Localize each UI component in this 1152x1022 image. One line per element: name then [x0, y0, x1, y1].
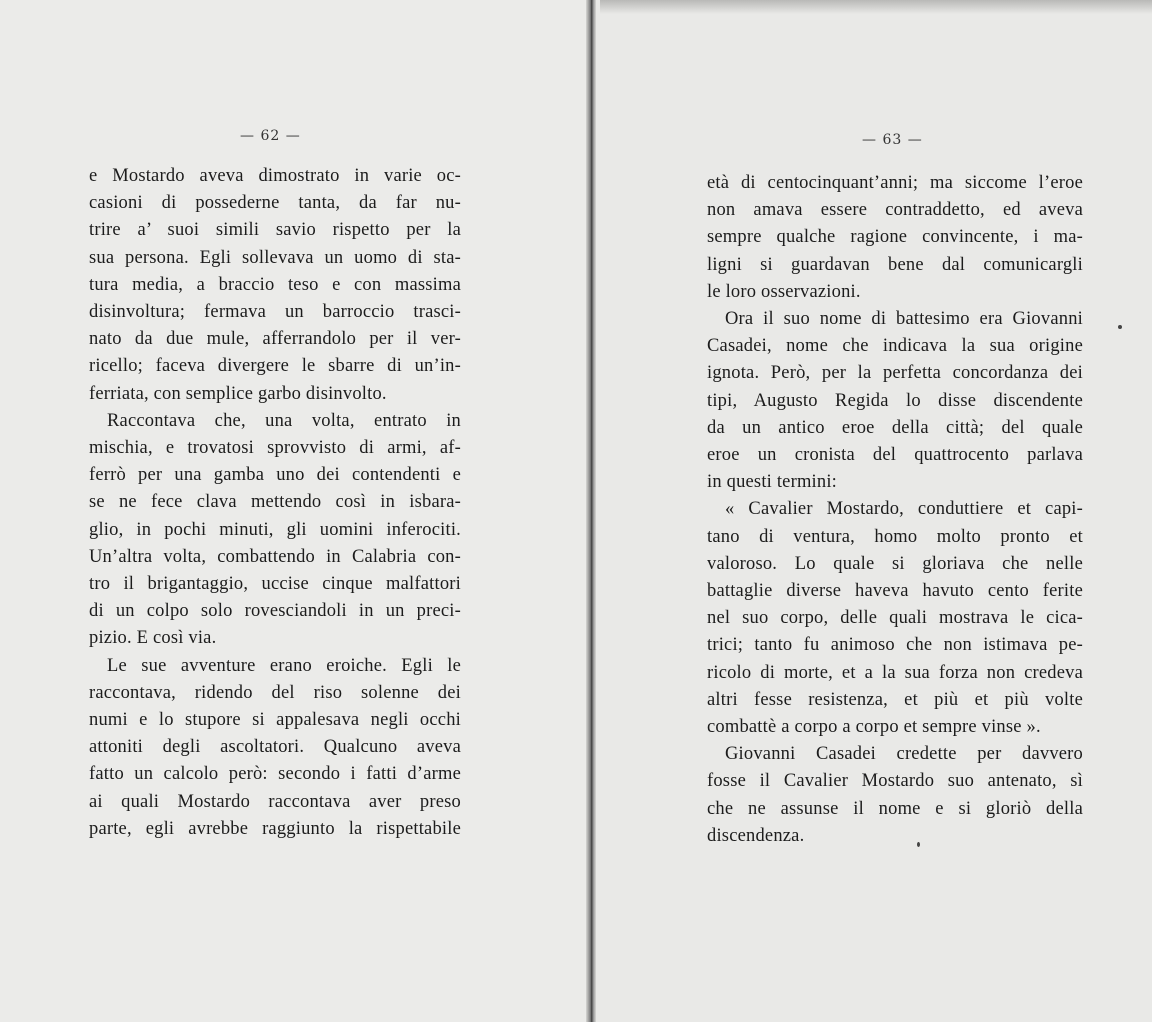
- text-line: battaglie diverse haveva havuto cento ferite: [707, 581, 1083, 602]
- text-line: le loro osservazioni.: [707, 281, 861, 302]
- page-edge-shadow: [600, 0, 1152, 14]
- text-line: disinvoltura; fermava un barroccio trasci-: [89, 302, 461, 323]
- page-number-right: — 63 —: [862, 132, 923, 148]
- text-line: sua persona. Egli sollevava un uomo di sta-: [89, 247, 461, 268]
- text-line: numi e lo stupore si appalesava negli occhi: [89, 710, 461, 731]
- right-page-text: [707, 170, 1083, 850]
- text-line: età di centocinquant’anni; ma siccome l’eroe: [707, 173, 1083, 193]
- text-line: tura media, a braccio teso e con massima: [89, 274, 461, 295]
- text-line: valoroso. Lo quale si gloriava che nelle: [707, 553, 1083, 574]
- text-line: non amava essere contraddetto, ed aveva: [707, 200, 1083, 221]
- text-line: Le sue avventure erano eroiche. Egli le: [107, 655, 461, 676]
- book-gutter: [586, 0, 596, 1022]
- text-line: glio, in pochi minuti, gli uomini inferociti.: [89, 519, 461, 540]
- text-line: ligni si guardavan bene dal comunicargli: [707, 254, 1083, 275]
- text-line: combattè a corpo a corpo et sempre vinse ».: [707, 717, 1041, 738]
- text-line: tipi, Augusto Regida lo disse discendente: [707, 390, 1083, 411]
- text-line: altri fesse resistenza, et più et più volte: [707, 689, 1083, 710]
- text-line: sempre qualche ragione convincente, i ma-: [707, 227, 1083, 248]
- text-line: e Mostardo aveva dimostrato in varie oc-: [89, 166, 461, 186]
- text-line: pizio. E così via.: [89, 628, 217, 649]
- text-line: ferriata, con semplice garbo disinvolto.: [89, 383, 387, 404]
- text-line: mischia, e trovatosi sprovvisto di armi, af-: [89, 438, 461, 459]
- text-line: Un’altra volta, combattendo in Calabria con-: [89, 546, 461, 567]
- text-line: da un antico eroe della città; del quale: [707, 417, 1083, 438]
- text-line: attoniti degli ascoltatori. Qualcuno aveva: [89, 737, 461, 758]
- text-line: Casadei, nome che indicava la sua origine: [707, 336, 1083, 357]
- text-line: ai quali Mostardo raccontava aver preso: [89, 791, 461, 812]
- text-line: raccontava, ridendo del riso solenne dei: [89, 682, 461, 703]
- text-line: « Cavalier Mostardo, conduttiere et capi-: [725, 499, 1083, 520]
- text-line: se ne fece clava mettendo così in isbara-: [89, 492, 461, 513]
- ink-speck: [917, 842, 920, 847]
- text-line: Ora il suo nome di battesimo era Giovanni: [725, 309, 1083, 330]
- text-line: di un colpo solo rovesciandoli in un preci-: [89, 601, 461, 622]
- text-line: eroe un cronista del quattrocento parlava: [707, 445, 1083, 466]
- text-line: parte, egli avrebbe raggiunto la rispettabile: [89, 818, 461, 839]
- text-line: fatto un calcolo però: secondo i fatti d’arme: [89, 764, 461, 785]
- text-line: Raccontava che, una volta, entrato in: [107, 410, 461, 431]
- text-line: ignota. Però, per la perfetta concordanza dei: [707, 363, 1083, 384]
- text-line: trici; tanto fu animoso che non istimava pe-: [707, 635, 1083, 656]
- text-line: trire a’ suoi simili savio rispetto per la: [89, 220, 461, 241]
- left-page-text: [89, 163, 461, 843]
- text-line: tro il brigantaggio, uccise cinque malfattori: [89, 574, 461, 595]
- text-line: casioni di possederne tanta, da far nu-: [89, 193, 461, 214]
- text-line: tano di ventura, homo molto pronto et: [707, 526, 1083, 547]
- page-number-left: — 62 —: [240, 128, 301, 144]
- text-line: fosse il Cavalier Mostardo suo antenato, sì: [707, 771, 1083, 792]
- text-line: nel suo corpo, delle quali mostrava le cica-: [707, 608, 1083, 629]
- text-line: nato da due mule, afferrandolo per il ver-: [89, 329, 461, 350]
- text-line: discendenza.: [707, 825, 805, 846]
- text-line: ferrò per una gamba uno dei contendenti e: [89, 465, 461, 486]
- text-line: Giovanni Casadei credette per davvero: [725, 744, 1083, 765]
- text-line: che ne assunse il nome e si gloriò della: [707, 798, 1083, 819]
- ink-speck: [1118, 325, 1122, 329]
- text-line: ricolo di morte, et a la sua forza non credeva: [707, 662, 1083, 683]
- text-line: in questi termini:: [707, 472, 838, 493]
- text-line: ricello; faceva divergere le sbarre di un’in-: [89, 356, 461, 377]
